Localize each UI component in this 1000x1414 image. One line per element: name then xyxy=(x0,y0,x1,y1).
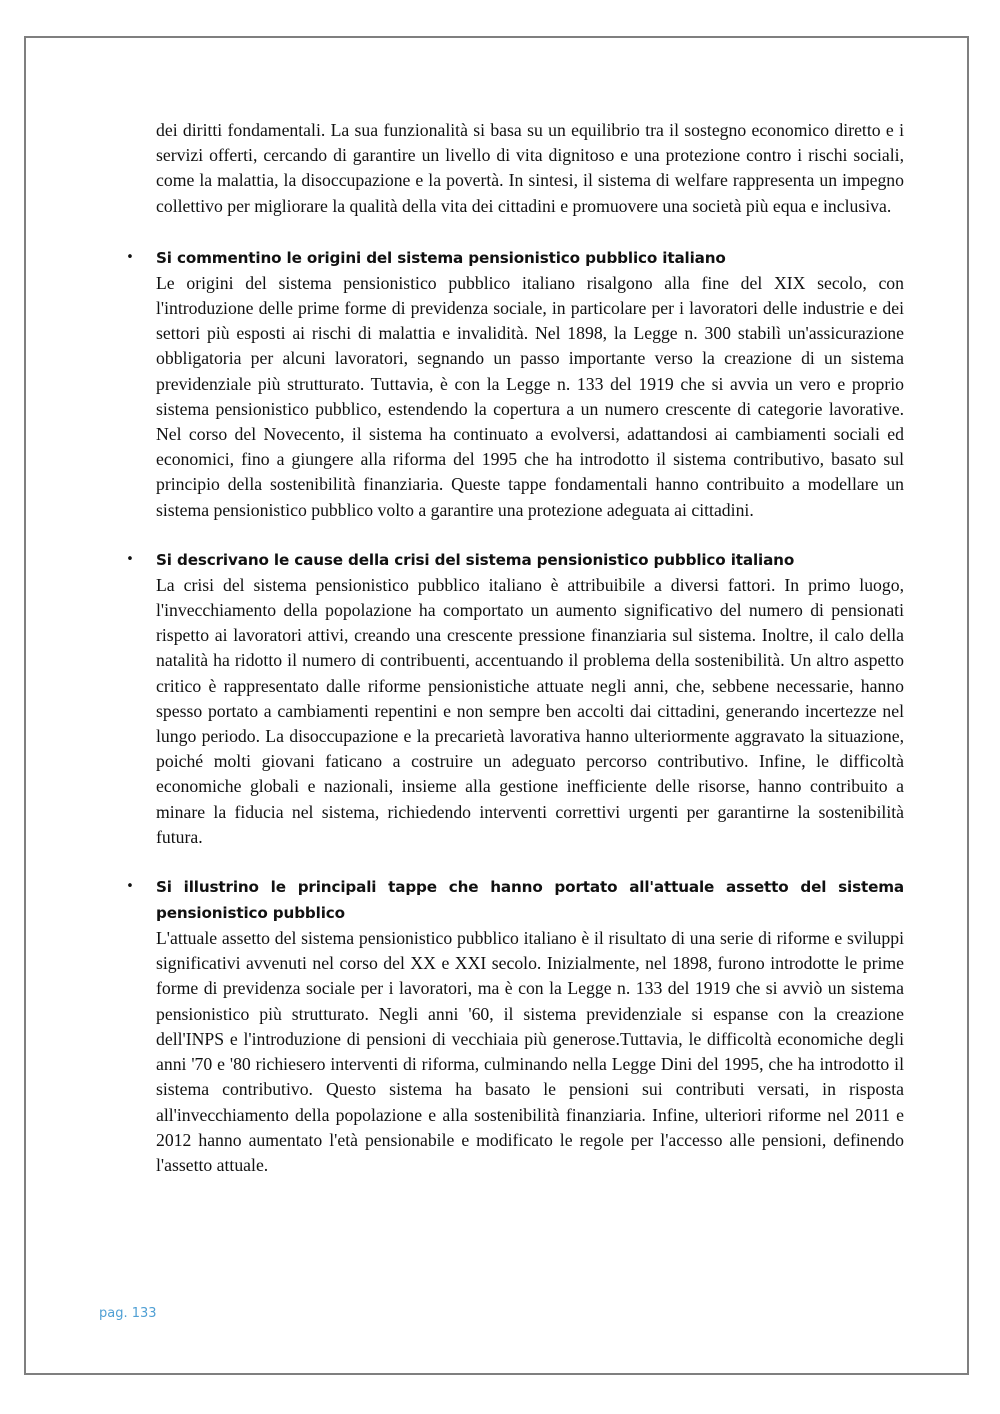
section-milestones xyxy=(126,874,904,1178)
section-body: La crisi del sistema pensionistico pubblico italiano è attribuibile a diversi fattori. In primo luogo, l'invecchiamento della popolazione ha comportato un aumento significativo del numero di pensionati rispetto ai lavoratori attivi, creando una crescente pressione finanziaria sul sistema. Inoltre, il calo della natalità ha ridotto il numero di contribuenti, accentuando il problema della sostenibilità. Un altro aspetto critico è rappresentato dalle riforme pensionistiche attuate negli anni, che, sebbene necessarie, hanno spesso portato a cambiamenti repentini e non sempre ben accolti dai cittadini, generando incertezze nel lungo periodo. La disoccupazione e la precarietà lavorativa hanno ulteriormente aggravato la situazione, poiché molti giovani faticano a costruire un adeguato percorso contributivo. Infine, le difficoltà economiche globali e nazionali, insieme alla gestione inefficiente delle risorse, hanno contribuito a minare la fiducia nel sistema, richiedendo interventi correttivi urgenti per garantirne la sostenibilità futura. xyxy=(156,574,904,847)
bullet-icon: • xyxy=(126,249,134,265)
section-heading: Si commentino le origini del sistema pensionistico pubblico italiano xyxy=(156,248,726,267)
section-body: L'attuale assetto del sistema pensionistico pubblico italiano è il risultato di una serie di riforme e sviluppi significativi avvenuti nel corso del XX e XXI secolo. Inizialmente, nel 1898, furono introdotte le prime forme di previdenza sociale per i lavoratori, ma è con la Legge n. 133 del 1919 che si avviò un sistema pensionistico più strutturato. Negli anni '60, il sistema previdenziale si espanse con la creazione dell'INPS e l'introduzione di pensioni di vecchiaia più generose.Tuttavia, le difficoltà economiche degli anni '70 e '80 richiesero interventi di riforma, culminando nella Legge Dini del 1995, che ha introdotto il sistema contributivo. Questo sistema ha basato le pensioni sui contributi versati, in risposta all'invecchiamento della popolazione e alla sostenibilità finanziaria. Infine, ulteriori riforme nel 2011 e 2012 hanno aumentato l'età pensionabile e modificato le regole per l'accesso alle pensioni, definendo l'assetto attuale. xyxy=(156,928,904,1175)
section-origins xyxy=(126,245,904,523)
section-heading: Si illustrino le principali tappe che hanno portato all'attuale assetto del sistema pensionistico pubblico xyxy=(156,878,904,923)
bullet-icon: • xyxy=(126,879,134,895)
section-body: Le origini del sistema pensionistico pubblico italiano risalgono alla fine del XIX secolo, con l'introduzione delle prime forme di previdenza sociale, in particolare per i lavoratori delle industrie e dei settori più esposti ai rischi di malattia e invalidità. Nel 1898, la Legge n. 300 stabilì un'assicurazione obbligatoria per alcuni lavoratori, segnando un passo importante verso la creazione di un sistema previdenziale più strutturato. Tuttavia, è con la Legge n. 133 del 1919 che si avvia un vero e proprio sistema pensionistico pubblico, estendendo la copertura a un numero crescente di categorie lavorative. Nel corso del Novecento, il sistema ha continuato a evolversi, adattandosi ai cambiamenti sociali ed economici, fino a giungere alla riforma del 1995 che ha introdotto il sistema contributivo, basato sul principio della sostenibilità finanziaria. Queste tappe fondamentali hanno contribuito a modellare un sistema pensionistico pubblico volto a garantire una protezione adeguata ai cittadini. xyxy=(156,272,904,520)
page-number: pag. 133 xyxy=(99,1306,157,1321)
section-heading: Si descrivano le cause della crisi del sistema pensionistico pubblico italiano xyxy=(156,550,795,569)
document-body xyxy=(126,118,904,1178)
section-crisis-causes xyxy=(126,547,904,850)
intro-paragraph: dei diritti fondamentali. La sua funzionalità si basa su un equilibrio tra il sostegno economico diretto e i servizi offerti, cercando di garantire un livello di vita dignitoso e una protezione contro i rischi sociali, come la malattia, la disoccupazione e la povertà. In sintesi, il sistema di welfare rappresenta un impegno collettivo per migliorare la qualità della vita dei cittadini e promuovere una società più equa e inclusiva. xyxy=(156,120,904,216)
bullet-icon: • xyxy=(126,551,134,567)
